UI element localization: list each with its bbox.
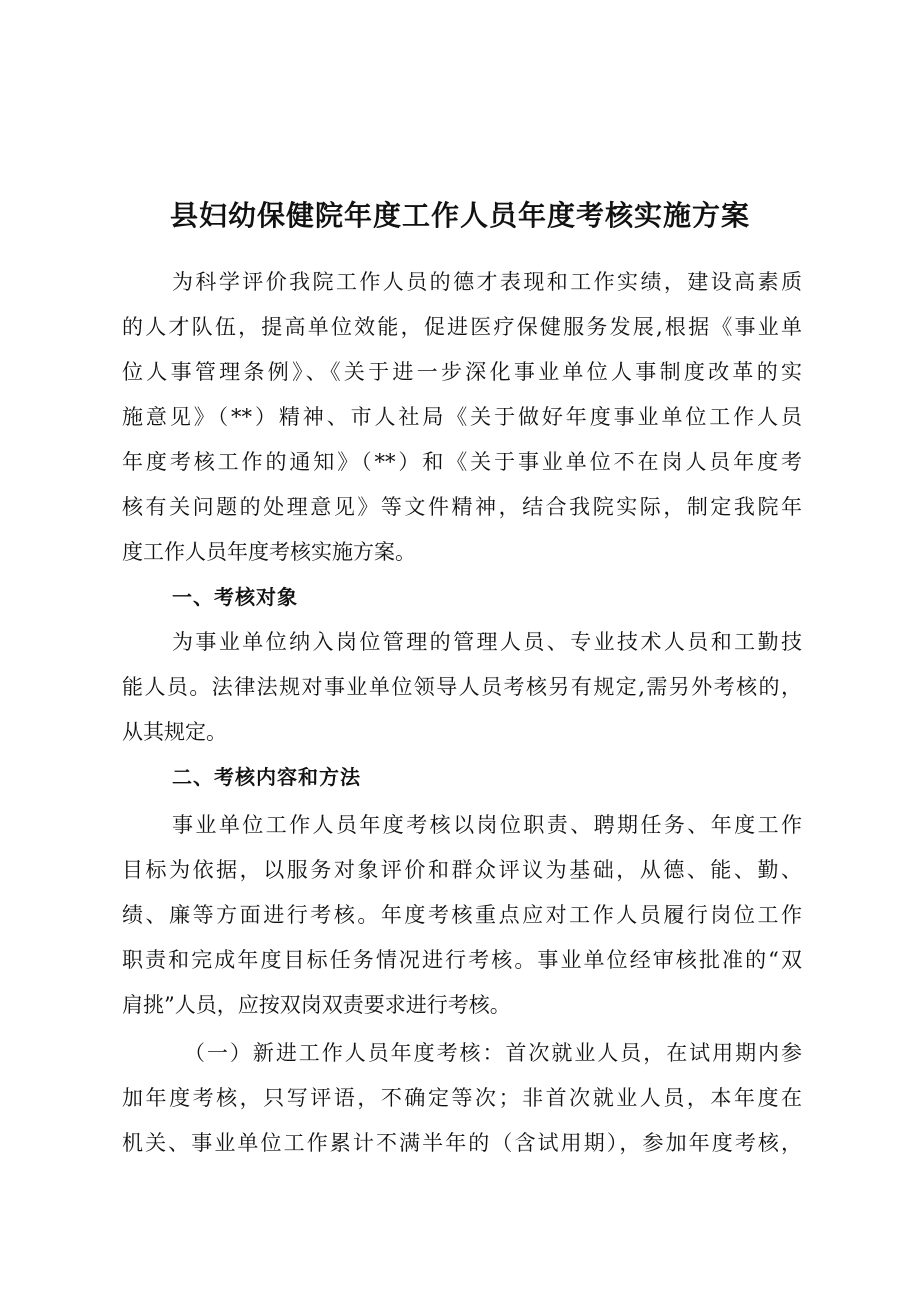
intro-line: 年度考核工作的通知》（**）和《关于事业单位不在岗人员年度考 [122, 450, 802, 474]
section-heading-content-and-method: 二、考核内容和方法 [172, 765, 361, 789]
section2-line: 肩挑”人员，应按双岗双责要求进行考核。 [122, 993, 511, 1017]
subsection1-line: （一）新进工作人员年度考核：首次就业人员，在试用期内参 [184, 1041, 802, 1065]
section1-line: 从其规定。 [122, 720, 227, 744]
section-heading-assessment-targets: 一、考核对象 [172, 585, 298, 609]
intro-line: 的人才队伍，提高单位效能，促进医疗保健服务发展,根据《事业单 [122, 315, 802, 339]
intro-line: 位人事管理条例》、《关于进一步深化事业单位人事制度改革的实 [122, 360, 802, 384]
subsection1-line: 加年度考核，只写评语，不确定等次；非首次就业人员，本年度在 [122, 1086, 802, 1110]
intro-line: 度工作人员年度考核实施方案。 [122, 540, 416, 564]
intro-line: 核有关问题的处理意见》等文件精神，结合我院实际，制定我院年 [122, 495, 802, 519]
section2-line: 事业单位工作人员年度考核以岗位职责、聘期任务、年度工作 [172, 813, 802, 837]
intro-line: 施意见》（**）精神、市人社局《关于做好年度事业单位工作人员 [122, 405, 802, 429]
subsection1-line: 机关、事业单位工作累计不满半年的（含试用期），参加年度考核， [122, 1131, 802, 1155]
section2-line: 职责和完成年度目标任务情况进行考核。事业单位经审核批准的“双 [122, 948, 802, 972]
document-title: 县妇幼保健院年度工作人员年度考核实施方案 [169, 199, 750, 232]
section2-line: 目标为依据，以服务对象评价和群众评议为基础，从德、能、勤、 [122, 858, 802, 882]
intro-line: 为科学评价我院工作人员的德才表现和工作实绩，建设高素质 [172, 270, 802, 294]
section1-line: 为事业单位纳入岗位管理的管理人员、专业技术人员和工勤技 [172, 630, 802, 654]
section2-line: 绩、廉等方面进行考核。年度考核重点应对工作人员履行岗位工作 [122, 903, 802, 927]
section1-line: 能人员。法律法规对事业单位领导人员考核另有规定,需另外考核的， [122, 675, 802, 699]
